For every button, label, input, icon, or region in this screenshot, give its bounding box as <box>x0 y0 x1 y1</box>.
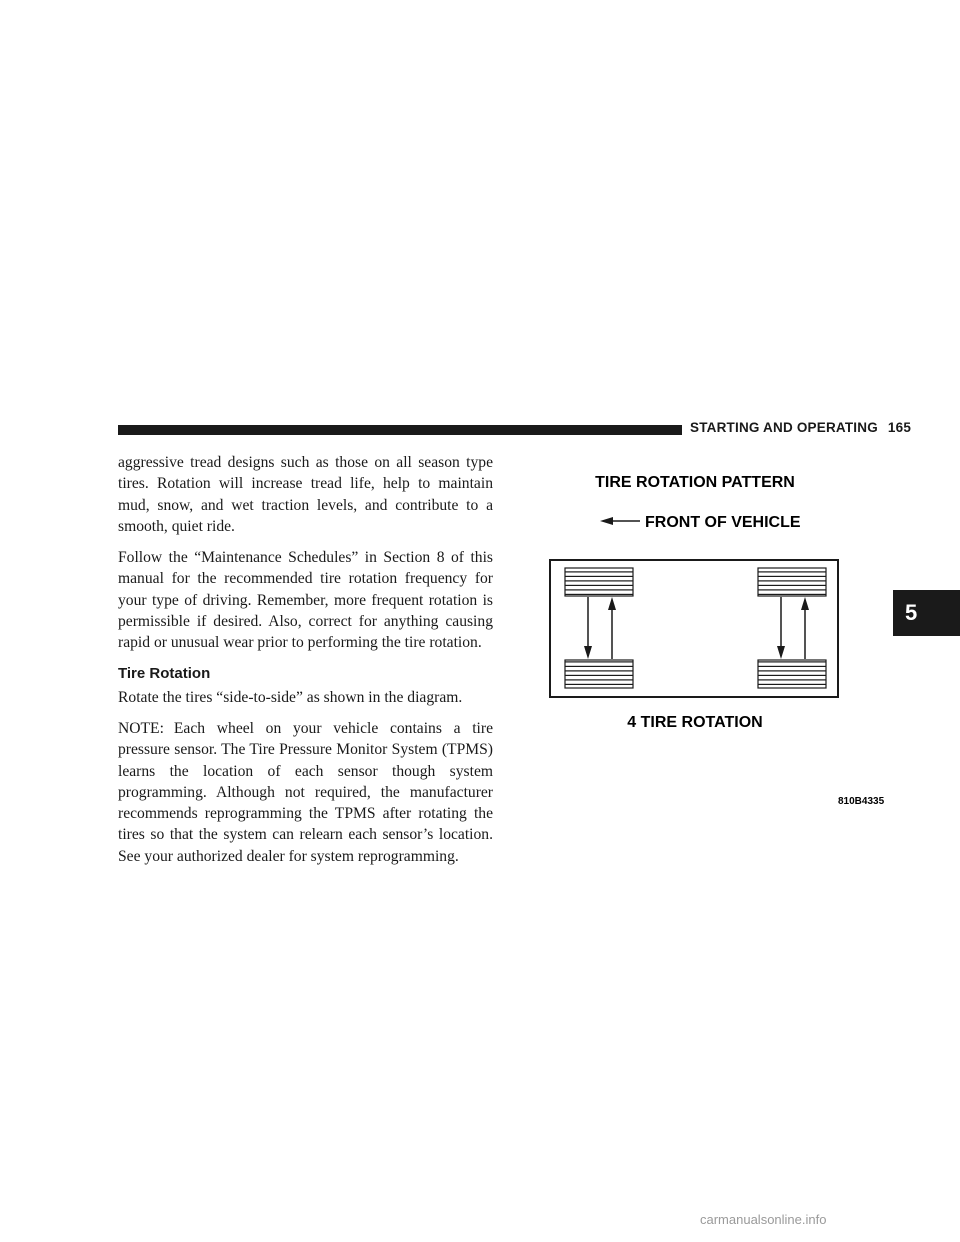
front-arrow-icon <box>600 517 640 525</box>
section-heading: Tire Rotation <box>118 664 211 682</box>
diagram-title: TIRE ROTATION PATTERN <box>595 474 795 491</box>
paragraph-3: Rotate the tires “side-to-side” as shown in the diagram. <box>118 688 463 706</box>
arrow-up-left-icon <box>608 597 616 659</box>
figure-code: 810B4335 <box>838 796 885 807</box>
page-number: 165 <box>887 420 912 435</box>
watermark: carmanualsonline.info <box>700 1212 827 1227</box>
arrow-down-left-icon <box>584 597 592 659</box>
note-paragraph <box>118 718 493 867</box>
section-tab: 5 <box>893 590 960 636</box>
running-header <box>690 420 910 435</box>
tire-rear-right <box>758 660 826 688</box>
note-label: NOTE: <box>118 719 164 737</box>
tire-front-right <box>758 568 826 596</box>
tire-front-left <box>565 568 633 596</box>
diagram-caption: 4 TIRE ROTATION <box>627 714 763 731</box>
front-of-vehicle-label: FRONT OF VEHICLE <box>645 514 801 531</box>
tire-rotation-diagram <box>520 460 900 810</box>
paragraph-1: aggressive tread designs such as those on all season type tires. Rotation will increase tread life, help to maintain mud, snow, and wet traction levels, and contribute to a smooth, quiet ride. <box>118 454 493 535</box>
section-title: STARTING AND OPERATING <box>690 420 878 435</box>
paragraph-2: Follow the “Maintenance Schedules” in Section 8 of this manual for the recommended tire rotation frequency for your type of driving. Remember, more frequent rotation is permissible if desired. Also, correct for anything causing rapid or unusual wear prior to performing the tire rotation. <box>118 549 493 652</box>
arrow-down-right-icon <box>777 597 785 659</box>
body-text <box>118 452 493 877</box>
arrow-up-right-icon <box>801 597 809 659</box>
tire-rear-left <box>565 660 633 688</box>
header-rule <box>118 425 682 435</box>
note-text: Each wheel on your vehicle contains a tire pressure sensor. The Tire Pressure Monitor System (TPMS) learns the location of each sensor though system programming. Although not required, the manufacturer recommends reprogramming the TPMS after rotating the tires so that the system can relearn each sensor’s location. See your authorized dealer for system reprogramming. <box>118 719 493 865</box>
